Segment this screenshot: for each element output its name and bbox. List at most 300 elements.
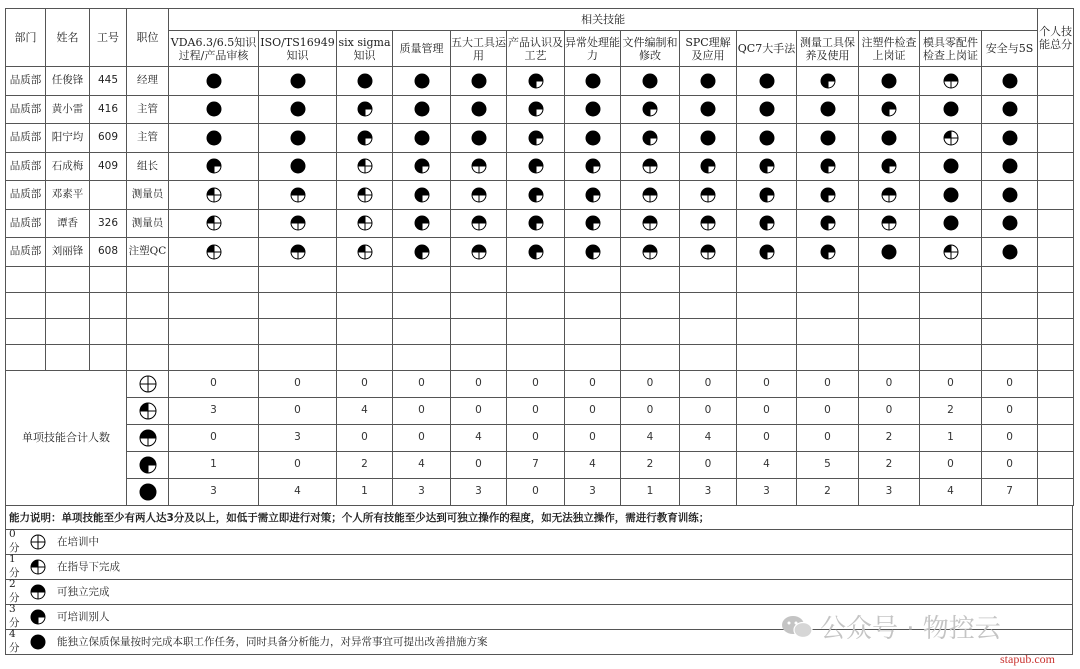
- skill-level-2-icon: [642, 244, 658, 260]
- legend-score: 1分: [9, 553, 20, 579]
- header-position: 职位: [127, 9, 169, 67]
- employee-empno: 609: [90, 124, 127, 153]
- summary-count: 0: [507, 370, 565, 397]
- skill-level-4-icon: [471, 130, 487, 146]
- skill-level-cell: [507, 124, 565, 153]
- summary-count: 3: [169, 397, 259, 424]
- skill-level-cell: [797, 181, 859, 210]
- employee-total: [1038, 152, 1074, 181]
- skill-level-3-icon: [820, 187, 836, 203]
- skill-level-cell: [451, 152, 507, 181]
- summary-count: 4: [565, 451, 621, 478]
- legend-symbol: [25, 534, 51, 550]
- summary-count: 0: [393, 370, 451, 397]
- skill-level-4-icon: [820, 130, 836, 146]
- skill-level-2-icon: [881, 215, 897, 231]
- summary-count: 0: [507, 397, 565, 424]
- employee-name: 黄小雷: [46, 95, 90, 124]
- header-skill: six sigma知识: [337, 31, 393, 67]
- skill-level-cell: [621, 95, 680, 124]
- skill-level-cell: [737, 238, 797, 267]
- summary-count: 3: [680, 478, 737, 505]
- skill-level-cell: [920, 181, 982, 210]
- skill-level-cell: [393, 124, 451, 153]
- summary-count: 0: [565, 370, 621, 397]
- skill-level-4-icon: [820, 101, 836, 117]
- legend-score: 4分: [9, 628, 20, 654]
- skill-level-cell: [259, 181, 337, 210]
- legend-text: 可独立完成: [57, 586, 110, 598]
- legend-score: 2分: [9, 578, 20, 604]
- header-skill: 注塑件检查上岗证: [859, 31, 920, 67]
- skill-matrix-sheet: [5, 8, 1073, 655]
- summary-row: [6, 478, 1074, 505]
- skill-matrix-table: [5, 8, 1074, 506]
- header-skill: QC7大手法: [737, 31, 797, 67]
- summary-count: 4: [680, 424, 737, 451]
- employee-position: 主管: [127, 124, 169, 153]
- skill-level-cell: [169, 95, 259, 124]
- skill-level-cell: [451, 95, 507, 124]
- employee-position: 注塑QC: [127, 238, 169, 267]
- skill-level-cell: [920, 124, 982, 153]
- skill-level-cell: [797, 67, 859, 96]
- skill-level-0-icon: [30, 534, 46, 550]
- summary-count: 5: [797, 451, 859, 478]
- skill-level-cell: [393, 95, 451, 124]
- skill-level-cell: [565, 95, 621, 124]
- employee-dept: 品质部: [6, 238, 46, 267]
- legend-text: 可培训别人: [57, 611, 110, 623]
- skill-level-3-icon: [528, 215, 544, 231]
- skill-level-3-icon: [820, 215, 836, 231]
- summary-count: 3: [259, 424, 337, 451]
- skill-level-cell: [920, 67, 982, 96]
- skill-level-4-icon: [414, 130, 430, 146]
- skill-level-cell: [337, 95, 393, 124]
- skill-level-cell: [621, 238, 680, 267]
- skill-level-cell: [680, 181, 737, 210]
- legend-text: 在培训中: [57, 536, 99, 548]
- summary-count: 7: [507, 451, 565, 478]
- skill-level-4-icon: [881, 73, 897, 89]
- employee-name: 邓素平: [46, 181, 90, 210]
- skill-level-3-icon: [528, 130, 544, 146]
- skill-level-2-icon: [139, 429, 157, 447]
- skill-level-1-icon: [943, 130, 959, 146]
- skill-level-cell: [680, 124, 737, 153]
- skill-level-3-icon: [528, 187, 544, 203]
- skill-level-cell: [337, 181, 393, 210]
- skill-level-cell: [169, 181, 259, 210]
- skill-level-3-icon: [414, 187, 430, 203]
- skill-level-2-icon: [471, 158, 487, 174]
- skill-level-cell: [393, 67, 451, 96]
- summary-count: 4: [337, 397, 393, 424]
- skill-level-4-icon: [759, 73, 775, 89]
- skill-level-cell: [507, 238, 565, 267]
- skill-level-cell: [797, 238, 859, 267]
- skill-level-4-icon: [206, 101, 222, 117]
- skill-level-1-icon: [357, 244, 373, 260]
- skill-level-2-icon: [642, 158, 658, 174]
- employee-row: [6, 209, 1074, 238]
- summary-count: 0: [259, 370, 337, 397]
- skill-level-cell: [565, 238, 621, 267]
- skill-level-4-icon: [471, 101, 487, 117]
- employee-total: [1038, 95, 1074, 124]
- summary-count: 0: [169, 370, 259, 397]
- skill-level-cell: [507, 95, 565, 124]
- skill-level-cell: [451, 181, 507, 210]
- legend-item: [5, 530, 1073, 555]
- skill-level-cell: [920, 95, 982, 124]
- summary-count: 0: [737, 424, 797, 451]
- skill-level-3-icon: [585, 244, 601, 260]
- employee-empno: 416: [90, 95, 127, 124]
- skill-level-4-icon: [943, 101, 959, 117]
- header-skill: 产品认识及工艺: [507, 31, 565, 67]
- skill-level-cell: [920, 152, 982, 181]
- skill-level-2-icon: [471, 187, 487, 203]
- skill-level-cell: [393, 209, 451, 238]
- summary-count: 0: [982, 370, 1038, 397]
- skill-level-3-icon: [206, 158, 222, 174]
- skill-level-4-icon: [881, 244, 897, 260]
- skill-level-2-icon: [700, 187, 716, 203]
- skill-level-cell: [565, 152, 621, 181]
- skill-level-2-icon: [700, 244, 716, 260]
- skill-level-4-icon: [1002, 158, 1018, 174]
- skill-level-3-icon: [528, 244, 544, 260]
- skill-level-2-icon: [642, 215, 658, 231]
- skill-level-cell: [393, 238, 451, 267]
- summary-count: 4: [621, 424, 680, 451]
- skill-level-3-icon: [881, 101, 897, 117]
- legend-symbol: [25, 559, 51, 575]
- skill-level-cell: [982, 181, 1038, 210]
- header-skill: 模具零配件检查上岗证: [920, 31, 982, 67]
- summary-count: 0: [920, 451, 982, 478]
- skill-level-cell: [259, 124, 337, 153]
- summary-level-icon-cell: [127, 478, 169, 505]
- skill-level-3-icon: [585, 187, 601, 203]
- skill-level-cell: [565, 67, 621, 96]
- skill-level-cell: [259, 152, 337, 181]
- skill-level-cell: [920, 209, 982, 238]
- legend-item: [5, 580, 1073, 605]
- skill-level-3-icon: [759, 215, 775, 231]
- summary-count: 2: [797, 478, 859, 505]
- skill-level-cell: [507, 152, 565, 181]
- skill-level-cell: [680, 152, 737, 181]
- skill-level-4-icon: [1002, 73, 1018, 89]
- legend-symbol: [25, 634, 51, 650]
- summary-count: 0: [507, 424, 565, 451]
- skill-level-3-icon: [357, 130, 373, 146]
- summary-count: 0: [451, 451, 507, 478]
- summary-count: 2: [859, 451, 920, 478]
- ability-note: 能力说明：单项技能至少有两人达3分及以上，如低于需立即进行对策；个人所有技能至少达到可独立操作的程度，如无法独立操作，需进行教育训练；: [5, 506, 1073, 530]
- employee-row: [6, 152, 1074, 181]
- empty-row: [6, 318, 1074, 344]
- wechat-icon: [780, 614, 814, 640]
- skill-level-4-icon: [1002, 244, 1018, 260]
- employee-row: [6, 67, 1074, 96]
- skill-level-4-icon: [290, 101, 306, 117]
- skill-level-cell: [982, 95, 1038, 124]
- skill-level-cell: [859, 209, 920, 238]
- summary-label: 单项技能合计人数: [6, 370, 127, 505]
- summary-level-icon-cell: [127, 451, 169, 478]
- skill-level-3-icon: [30, 609, 46, 625]
- skill-level-cell: [797, 209, 859, 238]
- employee-total: [1038, 181, 1074, 210]
- empty-row: [6, 266, 1074, 292]
- summary-count: 0: [169, 424, 259, 451]
- summary-count: 0: [797, 424, 859, 451]
- summary-count: 2: [920, 397, 982, 424]
- employee-position: 测量员: [127, 181, 169, 210]
- skill-level-cell: [737, 152, 797, 181]
- employee-name: 刘丽锋: [46, 238, 90, 267]
- skill-level-4-icon: [642, 73, 658, 89]
- skill-level-3-icon: [357, 101, 373, 117]
- skill-level-cell: [737, 209, 797, 238]
- skill-level-4-icon: [357, 73, 373, 89]
- employee-name: 任俊锋: [46, 67, 90, 96]
- skill-level-cell: [982, 124, 1038, 153]
- skill-level-3-icon: [759, 244, 775, 260]
- skill-level-cell: [451, 67, 507, 96]
- skill-level-1-icon: [357, 187, 373, 203]
- skill-level-4-icon: [414, 101, 430, 117]
- summary-count: 1: [169, 451, 259, 478]
- summary-count: 0: [259, 397, 337, 424]
- legend-symbol: [25, 584, 51, 600]
- skill-level-cell: [621, 67, 680, 96]
- skill-level-4-icon: [290, 158, 306, 174]
- site-url: stapub.com: [1000, 652, 1055, 666]
- skill-level-cell: [169, 124, 259, 153]
- employee-row: [6, 181, 1074, 210]
- skill-level-4-icon: [1002, 130, 1018, 146]
- summary-count: 0: [797, 370, 859, 397]
- summary-count: 3: [169, 478, 259, 505]
- skill-level-3-icon: [414, 158, 430, 174]
- legend-text: 能独立保质保量按时完成本职工作任务，同时具备分析能力，对异常事宜可提出改善措施方案: [57, 636, 488, 648]
- employee-name: 谭香: [46, 209, 90, 238]
- skill-level-4-icon: [585, 130, 601, 146]
- skill-level-2-icon: [881, 187, 897, 203]
- employee-row: [6, 95, 1074, 124]
- skill-level-cell: [859, 181, 920, 210]
- skill-level-cell: [169, 238, 259, 267]
- skill-level-3-icon: [414, 244, 430, 260]
- summary-level-icon-cell: [127, 397, 169, 424]
- employee-row: [6, 124, 1074, 153]
- employee-empno: [90, 181, 127, 210]
- summary-count: 2: [859, 424, 920, 451]
- skill-level-1-icon: [206, 187, 222, 203]
- skill-level-3-icon: [642, 130, 658, 146]
- skill-level-cell: [920, 238, 982, 267]
- skill-level-4-icon: [700, 130, 716, 146]
- skill-level-cell: [259, 209, 337, 238]
- skill-level-4-icon: [30, 634, 46, 650]
- skill-level-cell: [982, 67, 1038, 96]
- skill-level-4-icon: [585, 73, 601, 89]
- summary-count: 0: [680, 451, 737, 478]
- skill-level-cell: [259, 95, 337, 124]
- skill-level-4-icon: [206, 130, 222, 146]
- empty-row: [6, 292, 1074, 318]
- skill-level-3-icon: [585, 158, 601, 174]
- watermark: [780, 608, 1001, 645]
- skill-level-3-icon: [139, 456, 157, 474]
- skill-level-cell: [737, 67, 797, 96]
- skill-level-cell: [621, 124, 680, 153]
- employee-row: [6, 238, 1074, 267]
- summary-count: 0: [737, 397, 797, 424]
- legend-score: 3分: [9, 603, 20, 629]
- summary-count: 1: [337, 478, 393, 505]
- skill-level-cell: [337, 152, 393, 181]
- skill-level-2-icon: [30, 584, 46, 600]
- summary-count: 3: [737, 478, 797, 505]
- skill-level-4-icon: [1002, 101, 1018, 117]
- summary-count: 0: [621, 370, 680, 397]
- skill-level-cell: [337, 209, 393, 238]
- summary-count: 7: [982, 478, 1038, 505]
- skill-level-4-icon: [290, 73, 306, 89]
- skill-level-cell: [507, 209, 565, 238]
- header-skill: 五大工具运用: [451, 31, 507, 67]
- skill-level-3-icon: [759, 158, 775, 174]
- skill-level-4-icon: [759, 130, 775, 146]
- summary-count: 0: [451, 397, 507, 424]
- watermark-text: 公众号 · 物控云: [820, 614, 1001, 644]
- skill-level-cell: [621, 209, 680, 238]
- skill-level-cell: [680, 238, 737, 267]
- skill-level-3-icon: [528, 73, 544, 89]
- employee-empno: 326: [90, 209, 127, 238]
- skill-level-4-icon: [700, 73, 716, 89]
- employee-total: [1038, 209, 1074, 238]
- employee-dept: 品质部: [6, 181, 46, 210]
- skill-level-3-icon: [759, 187, 775, 203]
- skill-level-cell: [859, 152, 920, 181]
- skill-level-4-icon: [1002, 187, 1018, 203]
- skill-level-3-icon: [528, 158, 544, 174]
- summary-count: 2: [621, 451, 680, 478]
- summary-count: 4: [451, 424, 507, 451]
- employee-dept: 品质部: [6, 124, 46, 153]
- summary-count: 2: [337, 451, 393, 478]
- skill-level-cell: [859, 95, 920, 124]
- summary-count: 0: [393, 397, 451, 424]
- summary-count: 3: [393, 478, 451, 505]
- skill-level-2-icon: [290, 244, 306, 260]
- header-skill: 文件编制和修改: [621, 31, 680, 67]
- skill-level-cell: [797, 152, 859, 181]
- skill-level-2-icon: [642, 187, 658, 203]
- header-name: 姓名: [46, 9, 90, 67]
- employee-position: 主管: [127, 95, 169, 124]
- summary-count: 4: [259, 478, 337, 505]
- skill-level-4-icon: [700, 101, 716, 117]
- summary-count: 1: [621, 478, 680, 505]
- skill-level-3-icon: [820, 244, 836, 260]
- header-skill: 质量管理: [393, 31, 451, 67]
- skill-level-3-icon: [642, 101, 658, 117]
- skill-level-cell: [982, 209, 1038, 238]
- header-empno: 工号: [90, 9, 127, 67]
- summary-count: 3: [565, 478, 621, 505]
- summary-count: 0: [259, 451, 337, 478]
- skill-level-cell: [565, 124, 621, 153]
- employee-position: 组长: [127, 152, 169, 181]
- summary-count: 0: [797, 397, 859, 424]
- employee-total: [1038, 124, 1074, 153]
- summary-count: 0: [920, 370, 982, 397]
- legend-score: 0分: [9, 528, 20, 554]
- summary-count: 0: [337, 424, 393, 451]
- skill-level-2-icon: [700, 215, 716, 231]
- summary-level-icon-cell: [127, 424, 169, 451]
- skill-level-4-icon: [414, 73, 430, 89]
- header-related-skills: 相关技能: [169, 9, 1038, 31]
- employee-name: 阳宁均: [46, 124, 90, 153]
- skill-level-cell: [451, 238, 507, 267]
- summary-count: 0: [737, 370, 797, 397]
- skill-level-4-icon: [471, 73, 487, 89]
- skill-level-cell: [451, 124, 507, 153]
- skill-level-3-icon: [700, 158, 716, 174]
- legend-symbol: [25, 609, 51, 625]
- employee-total: [1038, 238, 1074, 267]
- employee-dept: 品质部: [6, 67, 46, 96]
- skill-level-cell: [859, 124, 920, 153]
- summary-count: 0: [451, 370, 507, 397]
- skill-level-cell: [259, 238, 337, 267]
- summary-count: 0: [565, 397, 621, 424]
- summary-row: [6, 424, 1074, 451]
- employee-empno: 608: [90, 238, 127, 267]
- skill-level-4-icon: [943, 215, 959, 231]
- skill-level-cell: [797, 124, 859, 153]
- skill-level-2-icon: [290, 215, 306, 231]
- skill-level-cell: [859, 67, 920, 96]
- skill-level-3-icon: [820, 73, 836, 89]
- employee-dept: 品质部: [6, 209, 46, 238]
- skill-level-cell: [565, 209, 621, 238]
- skill-level-cell: [451, 209, 507, 238]
- summary-count: 0: [507, 478, 565, 505]
- skill-level-cell: [507, 67, 565, 96]
- skill-level-3-icon: [528, 101, 544, 117]
- summary-count: 0: [565, 424, 621, 451]
- skill-level-4-icon: [943, 187, 959, 203]
- skill-level-cell: [797, 95, 859, 124]
- skill-level-cell: [680, 95, 737, 124]
- header-skill: ISO/TS16949知识: [259, 31, 337, 67]
- skill-level-4-icon: [759, 101, 775, 117]
- skill-level-1-icon: [30, 559, 46, 575]
- skill-level-cell: [169, 209, 259, 238]
- skill-level-cell: [337, 238, 393, 267]
- skill-level-cell: [169, 152, 259, 181]
